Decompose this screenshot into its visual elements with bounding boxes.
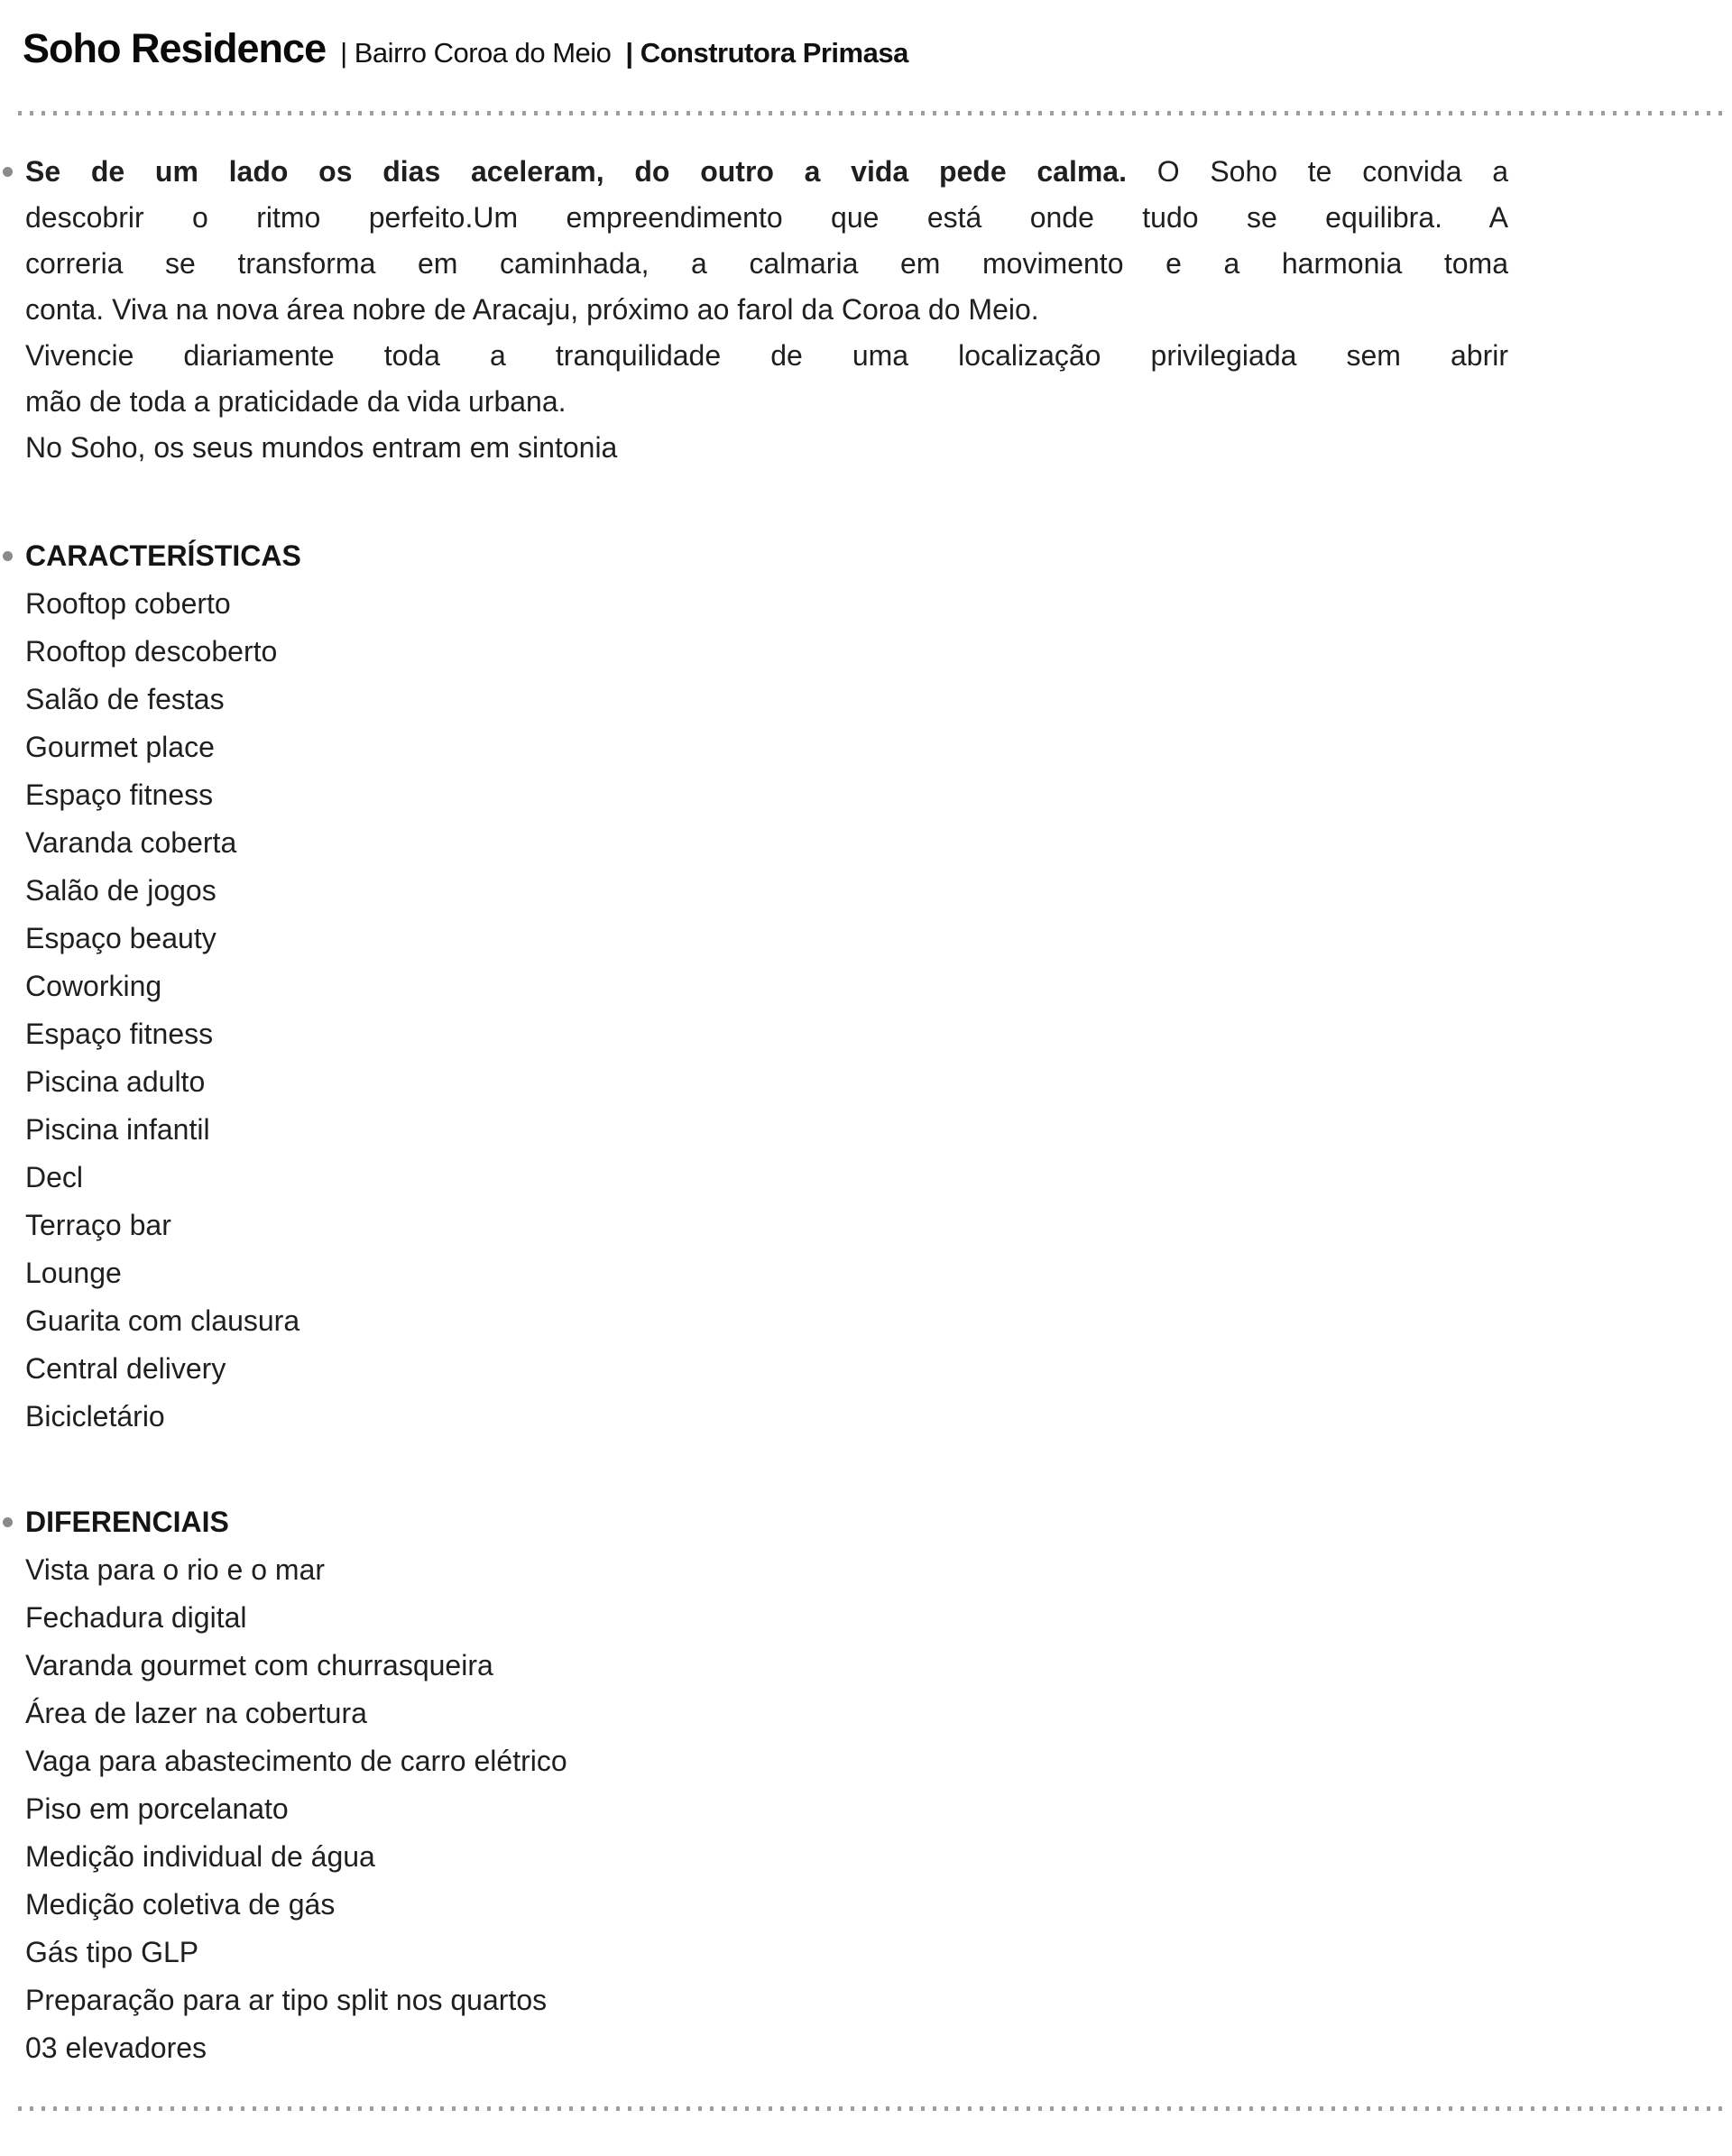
- intro-line: conta. Viva na nova área nobre de Aracaju, próximo ao farol da Coroa do Meio.: [25, 293, 1039, 326]
- list-item: Piscina adulto: [25, 1065, 206, 1098]
- list-item: Rooftop coberto: [25, 587, 231, 620]
- list-item: Central delivery: [25, 1352, 226, 1385]
- list-item: Salão de jogos: [25, 874, 216, 907]
- list-item: Espaço fitness: [25, 779, 214, 811]
- dotted-divider-bottom: [18, 2106, 1725, 2111]
- dotted-divider-top: [18, 111, 1725, 115]
- differentials-list: [25, 1546, 567, 2072]
- bullet-icon: [3, 167, 13, 177]
- page-title: Soho Residence: [23, 25, 327, 71]
- section-characteristics: [25, 532, 301, 1441]
- subtitle-location: | Bairro Coroa do Meio: [340, 37, 612, 69]
- list-item: Rooftop descoberto: [25, 635, 278, 668]
- document-header: [23, 23, 908, 74]
- intro-line: mão de toda a praticidade da vida urbana.: [25, 385, 567, 418]
- list-item: Gourmet place: [25, 731, 215, 763]
- intro-lead-rest: O Soho te convida a: [1126, 155, 1509, 188]
- subtitle-builder: | Construtora Primasa: [625, 37, 908, 69]
- section-differentials: [25, 1498, 567, 2072]
- list-item: Terraço bar: [25, 1209, 171, 1241]
- list-item: Piscina infantil: [25, 1113, 210, 1146]
- list-item: Fechadura digital: [25, 1601, 247, 1634]
- list-item: Preparação para ar tipo split nos quartos: [25, 1984, 548, 2016]
- list-item: 03 elevadores: [25, 2032, 207, 2064]
- bullet-icon: [3, 1517, 13, 1527]
- intro-line: Vivencie diariamente toda a tranquilidade de uma localização privilegiada sem abrir: [25, 339, 1508, 372]
- list-item: Varanda coberta: [25, 826, 237, 859]
- intro-line: descobrir o ritmo perfeito.Um empreendimento que está onde tudo se equilibra. A: [25, 201, 1508, 234]
- intro-line: No Soho, os seus mundos entram em sintonia: [25, 431, 618, 464]
- intro-line: [25, 149, 1508, 195]
- intro-line: correria se transforma em caminhada, a calmaria em movimento e a harmonia toma: [25, 247, 1508, 280]
- intro-paragraph: [25, 149, 1508, 471]
- characteristics-list: [25, 580, 301, 1441]
- list-item: Varanda gourmet com churrasqueira: [25, 1649, 493, 1681]
- list-item: Gás tipo GLP: [25, 1936, 199, 1968]
- list-item: Medição coletiva de gás: [25, 1888, 336, 1921]
- list-item: Vista para o rio e o mar: [25, 1553, 326, 1586]
- list-item: Vaga para abastecimento de carro elétrico: [25, 1745, 567, 1777]
- section-heading: DIFERENCIAIS: [25, 1506, 229, 1538]
- list-item: Espaço beauty: [25, 922, 216, 954]
- list-item: Salão de festas: [25, 683, 225, 715]
- list-item: Decl: [25, 1161, 84, 1193]
- list-item: Medição individual de água: [25, 1840, 375, 1873]
- list-item: Guarita com clausura: [25, 1304, 300, 1337]
- section-heading: CARACTERÍSTICAS: [25, 539, 301, 572]
- list-item: Lounge: [25, 1257, 122, 1289]
- bullet-icon: [3, 551, 13, 561]
- list-item: Espaço fitness: [25, 1018, 214, 1050]
- intro-lead-bold: Se de um lado os dias aceleram, do outro a vida pede calma.: [25, 155, 1127, 188]
- list-item: Área de lazer na cobertura: [25, 1697, 367, 1729]
- list-item: Piso em porcelanato: [25, 1792, 289, 1825]
- list-item: Bicicletário: [25, 1400, 165, 1433]
- list-item: Coworking: [25, 970, 162, 1002]
